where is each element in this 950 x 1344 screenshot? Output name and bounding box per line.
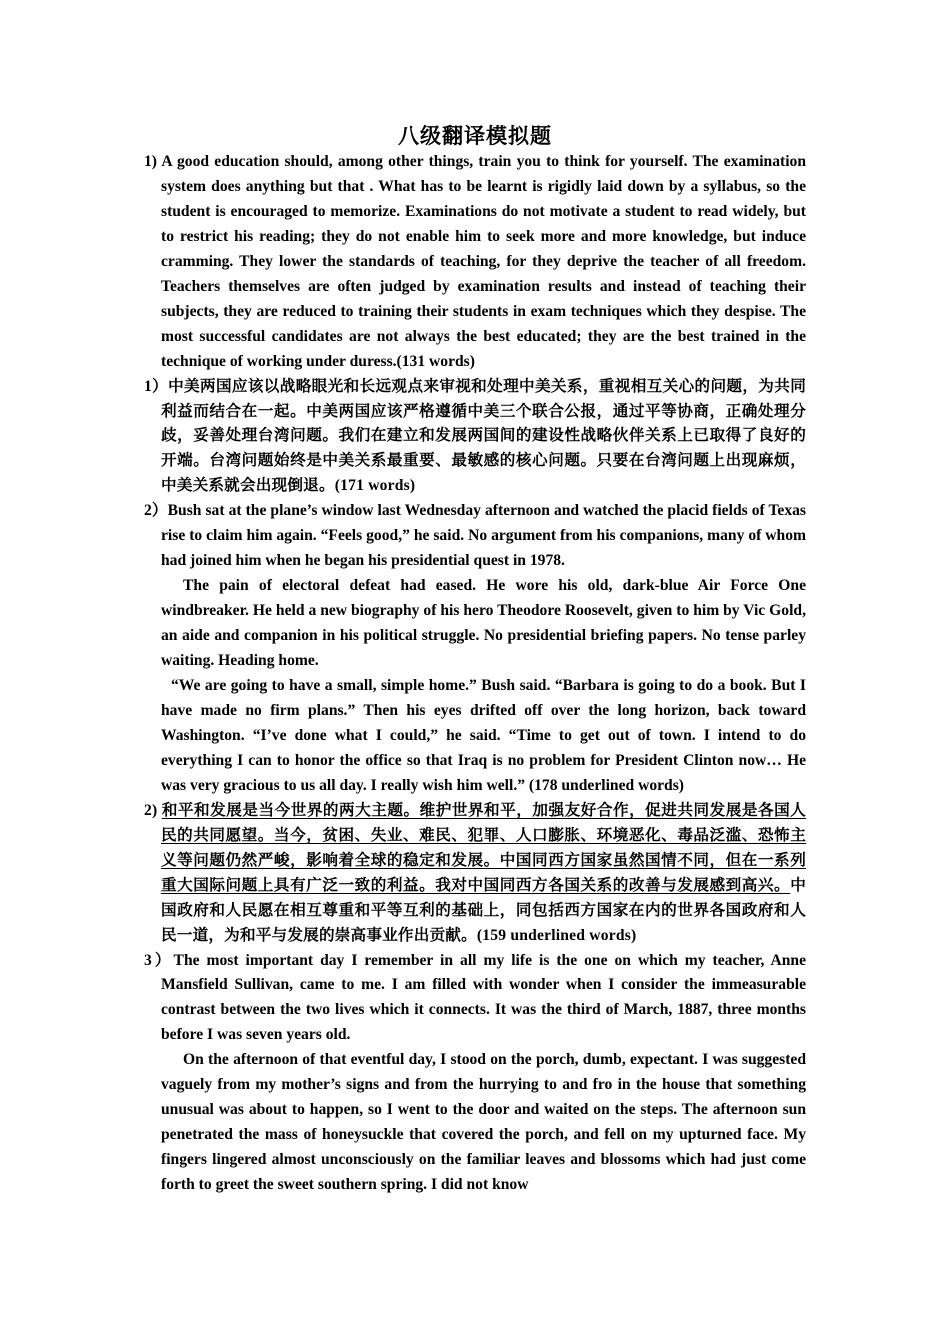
passage-2-english-body: The pain of electoral defeat had eased. He wore his old, dark-blue Air Force One windbreaker. He held a new biography of his hero Theodore Roosevelt, given to him by Vic Gold, an aide and companion in his political struggle. No presidential briefing papers. No tense parley waiting. Heading home. [161,577,806,670]
passage-2-chinese-underlined: 和平和发展是当今世界的两大主题。维护世界和平，加强友好合作，促进共同发展是各国人民的共同愿望。当今，贫困、失业、难民、犯罪、人口膨胀、环境恶化、毒品泛滥、恐怖主义等问题仍然严峻，影响着全球的稳定和发展。中国同西方国家虽然国情不同，但在一系列重大国际问题上具有广泛一致的利益。我对中国同西方各国关系的改善与发展感到高兴。 [161,801,806,894]
passage-2-english-intro: 2）Bush sat at the plane’s window last Wednesday afternoon and watched the placid fields of Texas rise to claim him again. “Feels good,” he said. No argument from his companions, many of whom had joined him when he began his presidential quest in 1978. [144,502,806,570]
passage-2-chinese-plain: 中国政府和人民愿在相互尊重和平等互利的基础上，同包括西方国家在内的世界各国政府和人民一道，为和平与发展的崇高事业作出贡献。(159 underlined words) [161,876,806,944]
document-body [144,150,806,1198]
passage-2-english-quote: “We are going to have a small, simple home.” Bush said. “Barbara is going to do a book. But I have made no firm plans.” Then his eyes drifted off over the long horizon, back toward Washington. “I’ve done what I could,” he said. “Time to get out of town. I intend to do everything I can to honor the office so that Iraq is no problem for President Clinton now… He was very gracious to us all day. I really wish him well.” (178 underlined words) [161,677,806,794]
passage-1-english: 1) A good education should, among other things, train you to think for yourself. The examination system does anything but that . What has to be learnt is rigidly laid down by a syllabus, so the student is encouraged to memorize. Examinations do not motivate a student to read widely, but to restrict his reading; they do not enable him to seek more and more knowledge, but induce cramming. They lower the standards of teaching, for they deprive the teacher of all freedom. Teachers themselves are often judged by examination results and instead of teaching their subjects, they are reduced to training their students in exam techniques which they despise. The most successful candidates are not always the best educated; they are the best trained in the technique of working under duress.(131 words) [144,153,806,370]
passage-2-chinese [144,799,806,949]
passage-2-chinese-number: 2) [144,801,158,819]
passage-3-english-intro: 3）The most important day I remember in all my life is the one on which my teacher, Anne Mansfield Sullivan, came to me. I am filled with wonder when I consider the immeasurable contrast between the two lives which it connects. It was the third of March, 1887, three months before I was seven years old. [144,951,806,1044]
passage-1-chinese: 1）中美两国应该以战略眼光和长远观点来审视和处理中美关系，重视相互关心的问题，为共同利益而结合在一起。中美两国应该严格遵循中美三个联合公报，通过平等协商，正确处理分歧，妥善处理台湾问题。我们在建立和发展两国间的建设性战略伙伴关系上已取得了良好的开端。台湾问题始终是中美关系最重要、最敏感的核心问题。只要在台湾问题上出现麻烦，中美关系就会出现倒退。(171 words) [144,377,806,495]
document-title: 八级翻译模拟题 [398,124,552,148]
passage-3-english-body: On the afternoon of that eventful day, I stood on the porch, dumb, expectant. I was suggested vaguely from my mother’s signs and from the hurrying to and fro in the house that something unusual was about to happen, so I went to the door and waited on the steps. The afternoon sun penetrated the mass of honeysuckle that covered the porch, and fell on my upturned face. My fingers lingered almost unconsciously on the familiar leaves and blossoms which had just come forth to greet the sweet southern spring. I did not know [161,1051,806,1194]
